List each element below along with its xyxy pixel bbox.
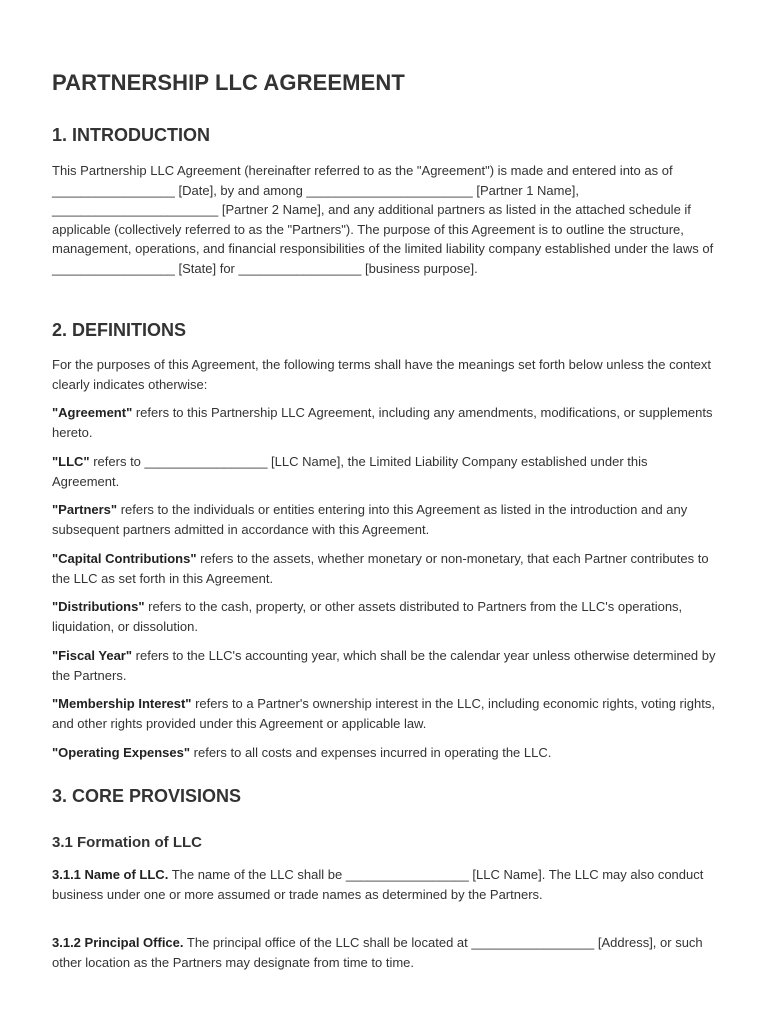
section-heading-definitions: 2. DEFINITIONS (52, 320, 187, 340)
definition-text: refers to the cash, property, or other assets distributed to Partners from the LLC's operations, liquidation, or dissolution. (52, 599, 683, 634)
definition-fiscal-year (52, 646, 717, 685)
definition-agreement (52, 403, 717, 442)
definition-term: "Capital Contributions" (52, 551, 197, 566)
definition-distributions (52, 597, 717, 636)
clause-principal-office (52, 933, 717, 972)
document-title: PARTNERSHIP LLC AGREEMENT (52, 70, 405, 95)
definition-text: refers to the assets, whether monetary or non-monetary, that each Partner contributes to the LLC as set forth in this Agreement. (52, 551, 709, 586)
definition-term: "Partners" (52, 502, 118, 517)
definition-text: refers to _________________ [LLC Name], the Limited Liability Company established under this Agreement. (52, 454, 648, 489)
clause-label: 3.1.2 Principal Office. (52, 935, 184, 950)
section-heading-core-provisions: 3. CORE PROVISIONS (52, 786, 242, 806)
definition-text: refers to the LLC's accounting year, which shall be the calendar year unless otherwise determined by the Partners. (52, 648, 716, 683)
definition-text: refers to this Partnership LLC Agreement, including any amendments, modifications, or supplements hereto. (52, 405, 713, 440)
definition-operating-expenses (52, 743, 717, 763)
definition-text: refers to a Partner's ownership interest in the LLC, including economic rights, voting rights, and other rights provided under this Agreement or applicable law. (52, 696, 715, 731)
definition-text: refers to the individuals or entities entering into this Agreement as listed in the introduction and any subsequent partners admitted in accordance with this Agreement. (52, 502, 688, 537)
definition-text: refers to all costs and expenses incurred in operating the LLC. (190, 745, 552, 760)
clause-text: The principal office of the LLC shall be located at _________________ [Address], or such other location as the Partners may designate from time to time. (52, 935, 703, 970)
definition-term: "Membership Interest" (52, 696, 192, 711)
definition-membership-interest (52, 694, 717, 733)
definition-term: "Operating Expenses" (52, 745, 191, 760)
definition-capital-contributions (52, 549, 717, 588)
definition-term: "Fiscal Year" (52, 648, 133, 663)
clause-label: 3.1.1 Name of LLC. (52, 867, 169, 882)
clause-name-of-llc (52, 865, 717, 904)
definition-term: "Agreement" (52, 405, 133, 420)
definition-term: "Distributions" (52, 599, 145, 614)
introduction-paragraph: This Partnership LLC Agreement (hereinafter referred to as the "Agreement") is made and entered into as of _________________ [Date], by and among _______________________ [Partner 1 Name], _______________________ [Partner 2 Name], and any additional partners as listed in the attached schedule if applicable (collectively referred to as the "Partners"). The purpose of this Agreement is to outline the structure, management, operations, and financial responsibilities of the limited liability company established under the laws of _________________ [State] for _________________ [business purpose]. (52, 163, 714, 276)
definition-term: "LLC" (52, 454, 90, 469)
subsection-heading-formation: 3.1 Formation of LLC (52, 834, 202, 851)
section-heading-introduction: 1. INTRODUCTION (52, 125, 211, 145)
clause-text: The name of the LLC shall be _________________ [LLC Name]. The LLC may also conduct business under one or more assumed or trade names as determined by the Partners. (52, 867, 704, 902)
definitions-lead-paragraph: For the purposes of this Agreement, the following terms shall have the meanings set forth below unless the context clearly indicates otherwise: (52, 357, 712, 392)
definition-llc (52, 452, 717, 491)
definition-partners (52, 500, 717, 539)
